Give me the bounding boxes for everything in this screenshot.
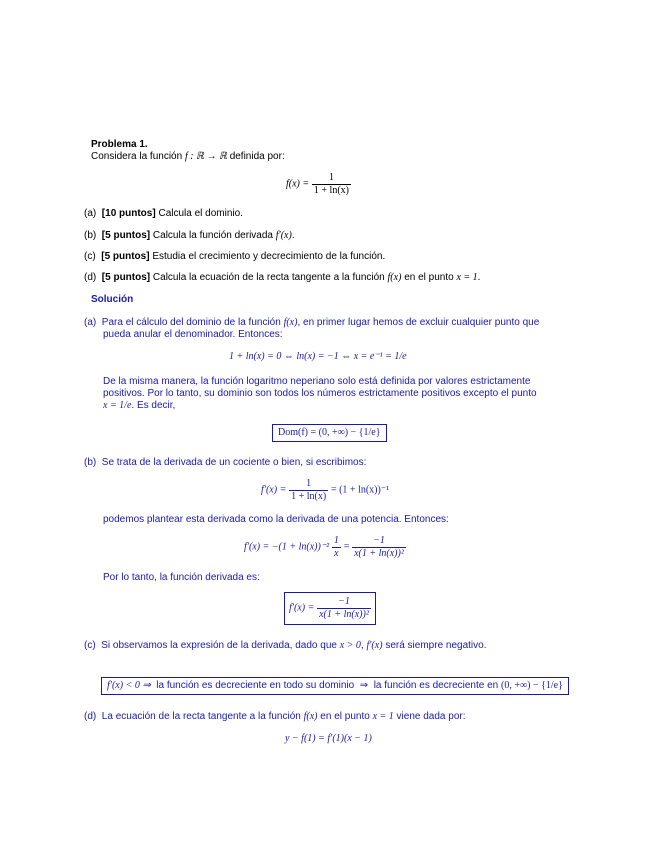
solution-d-line1: (d) La ecuación de la recta tangente a la función f(x) en el punto x = 1 viene dada por: [84, 711, 466, 722]
solution-d-equation: y − f(1) = f′(1)(x − 1) [285, 733, 372, 744]
solution-b-equation1: f′(x) = $\frac{1}{1 + \ln(x)}$ = (1 + ln(x))⁻¹ [261, 478, 390, 502]
problem-main-equation: f(x) = $\frac{1}{1 + \ln(x)}$ [286, 172, 349, 196]
solution-b-line1: (b) Se trata de la derivada de un cociente o bien, si escribimos: [84, 457, 367, 468]
solution-heading: Solución [91, 294, 134, 305]
problem-item-a: (a) [10 puntos] Calcula el dominio. [84, 208, 243, 219]
solution-a-p2-line3: x = 1/e. Es decir, [103, 400, 176, 411]
problem-intro: Considera la función f : ℝ → ℝ definida por: [91, 151, 285, 162]
problem-title: Problema 1. [91, 139, 148, 150]
solution-b-line3: Por lo tanto, la función derivada es: [103, 572, 260, 583]
solution-b-line2: podemos plantear esta derivada como la derivada de una potencia. Entonces: [103, 514, 449, 525]
problem-item-c: (c) [5 puntos] Estudia el crecimiento y decrecimiento de la función. [84, 251, 386, 262]
solution-b-boxed-derivative: f′(x) = $\frac{-1}{\text{x(1 + ln(x))²}}$ [284, 592, 376, 625]
solution-a-boxed-domain: Dom(f) = (0, +∞) − {1/e} [272, 424, 387, 442]
solution-c-boxed-conclusion: f′(x) < 0 ⇒ la función es decreciente en todo su dominio ⇒ la función es decreciente en (0, +∞) − {1/e} [101, 677, 569, 695]
problem-item-b: (b) [5 puntos] Calcula la función derivada f′(x). [84, 230, 295, 241]
problem-item-d: (d) [5 puntos] Calcula la ecuación de la recta tangente a la función f(x) en el punto x = 1. [84, 272, 481, 283]
solution-a-line2: pueda anular el denominador. Entonces: [103, 329, 283, 340]
solution-b-equation2: f′(x) = −(1 + ln(x))⁻² $\frac{1}{x}$ = $\frac{-1}{\text{x(1 + ln(x))²}}$ [244, 535, 404, 559]
solution-a-p2-line1: De la misma manera, la función logaritmo neperiano solo está definida por valores estrictamente [103, 376, 531, 387]
solution-a-line1: (a) Para el cálculo del dominio de la función f(x), en primer lugar hemos de excluir cualquier punto que [84, 317, 540, 328]
solution-c-line1: (c) Si observamos la expresión de la derivada, dado que x > 0, f′(x) será siempre negativo. [84, 640, 487, 651]
solution-a-equation: 1 + ln(x) = 0 ⇔ ln(x) = −1 ⇔ x = e⁻¹ = 1/e [229, 351, 407, 362]
solution-a-p2-line2: positivos. Por lo tanto, su dominio son todos los números estrictamente positivos excepto el punto [103, 388, 537, 399]
